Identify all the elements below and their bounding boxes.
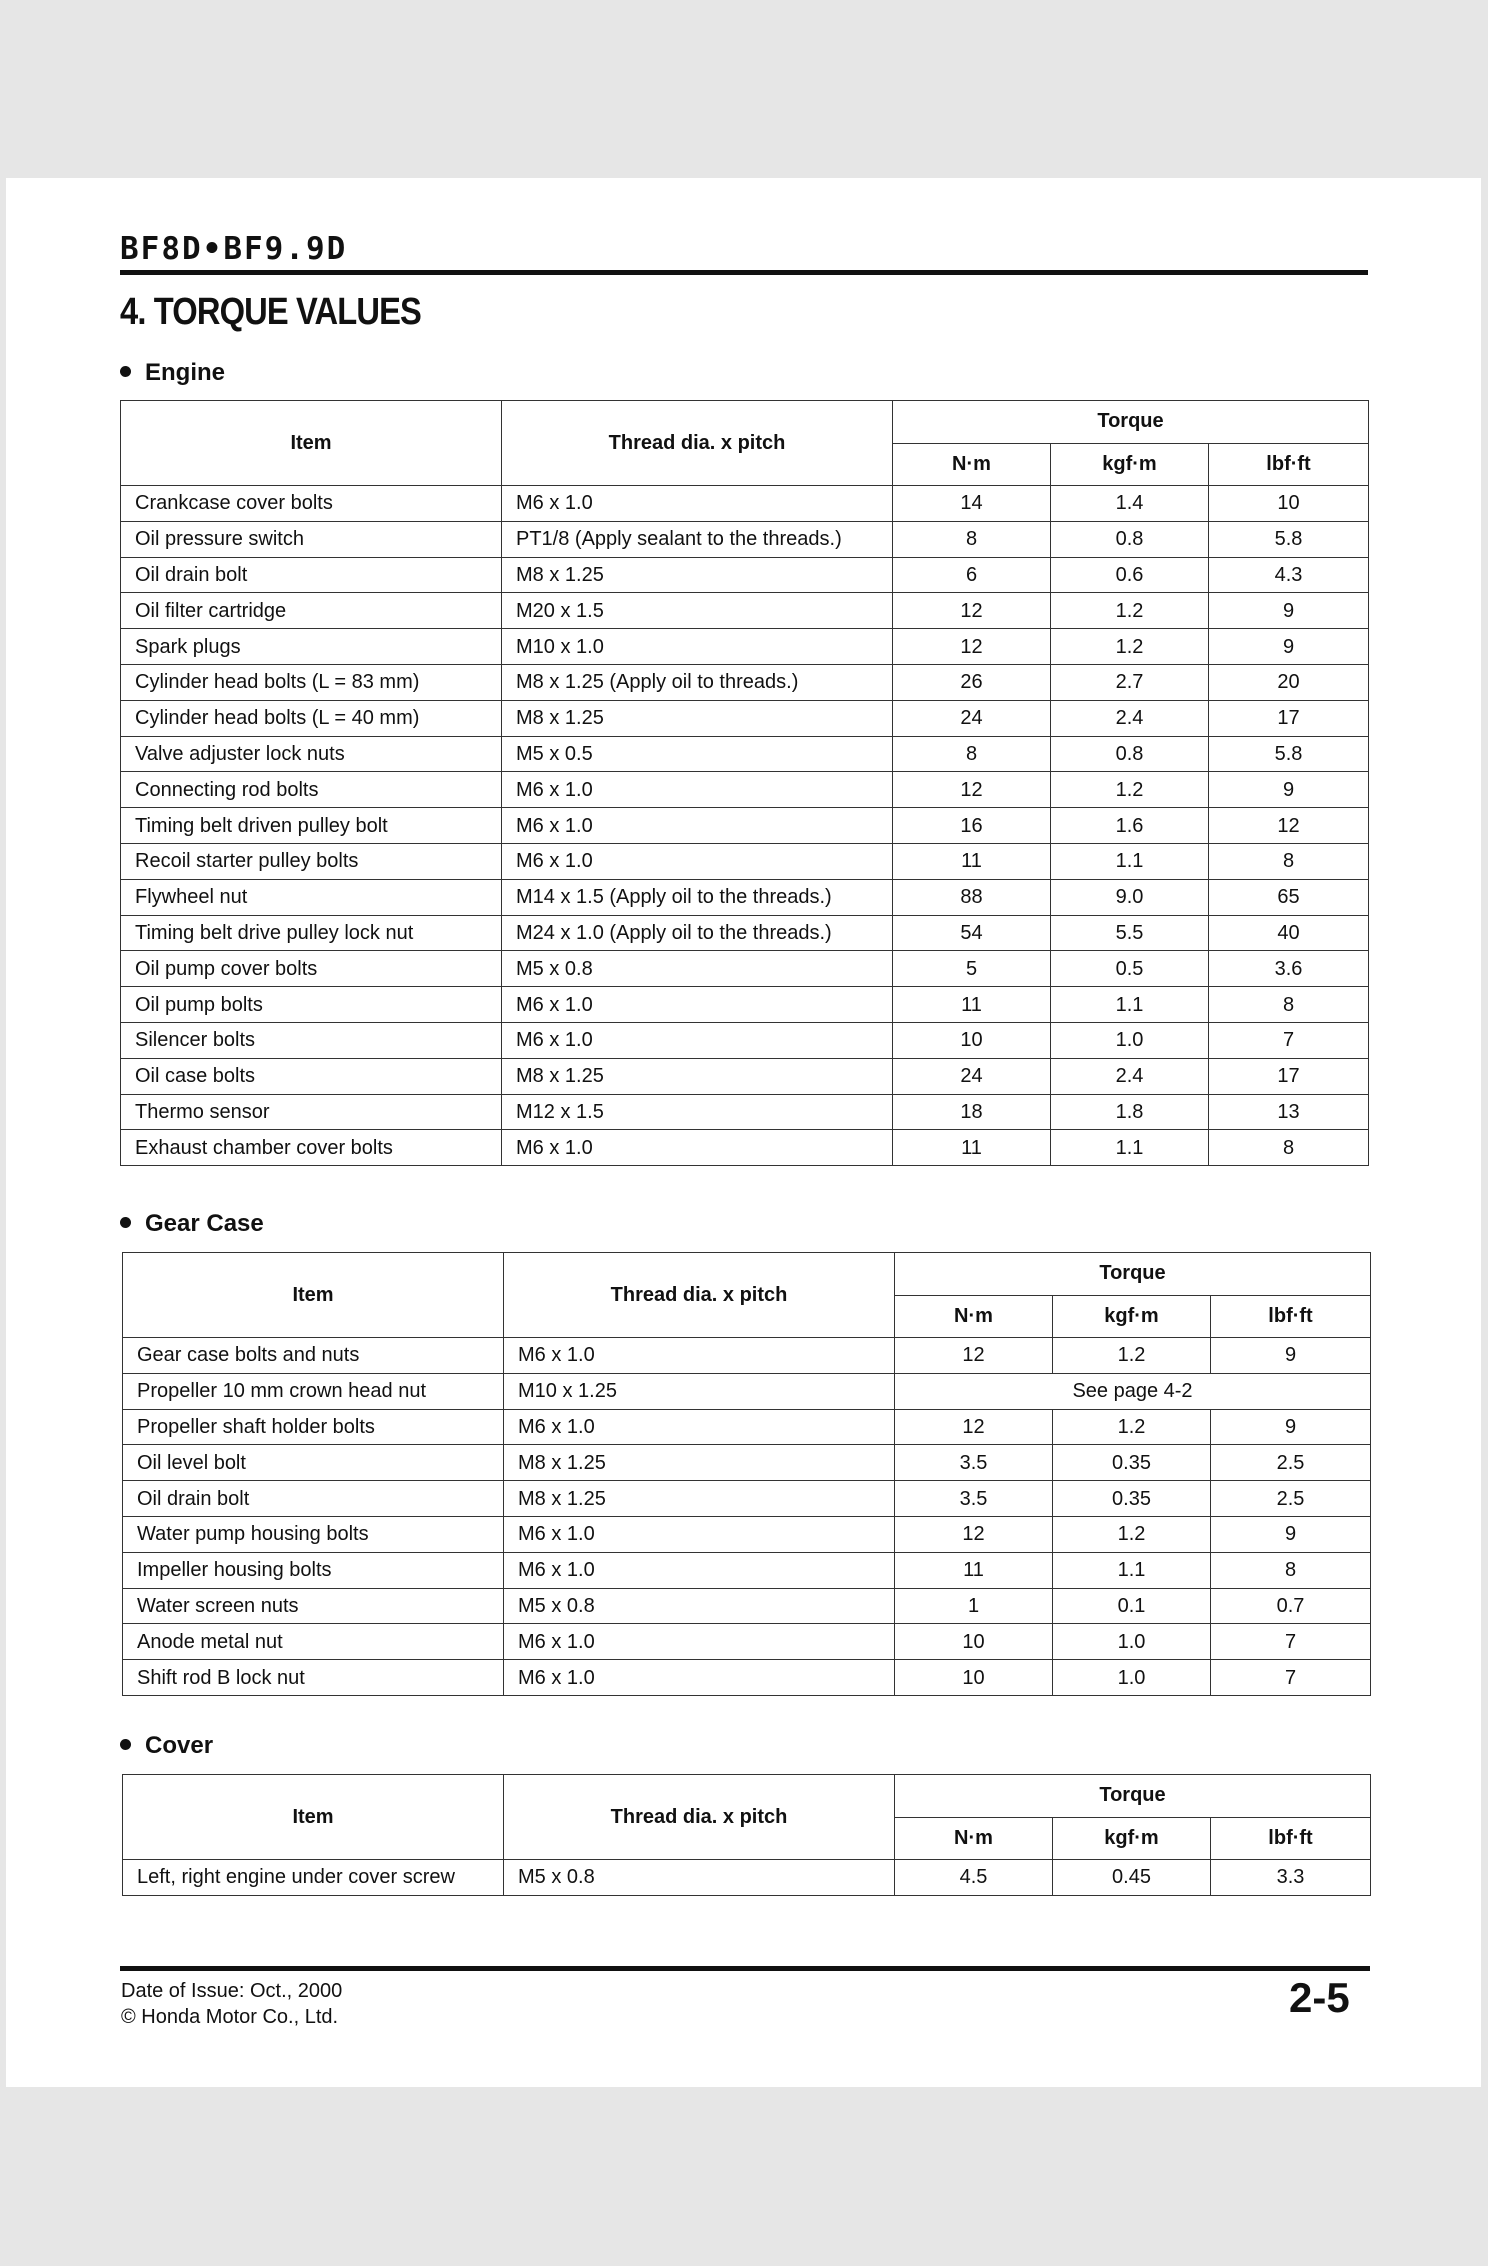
thread-cell: M5 x 0.8 bbox=[504, 1860, 895, 1896]
lbfft-cell: 17 bbox=[1209, 700, 1369, 736]
nm-cell: 12 bbox=[893, 629, 1051, 665]
table-row bbox=[121, 593, 1369, 629]
item-cell: Oil drain bolt bbox=[123, 1481, 504, 1517]
table-row bbox=[121, 1058, 1369, 1094]
thread-cell: M6 x 1.0 bbox=[504, 1516, 895, 1552]
nm-cell: 26 bbox=[893, 664, 1051, 700]
lbfft-cell: 8 bbox=[1209, 1130, 1369, 1166]
col-header-item: Item bbox=[123, 1775, 504, 1860]
nm-cell: 10 bbox=[895, 1660, 1053, 1696]
lbfft-cell: 9 bbox=[1209, 772, 1369, 808]
lbfft-cell: 3.3 bbox=[1211, 1860, 1371, 1896]
item-cell: Impeller housing bolts bbox=[123, 1552, 504, 1588]
thread-cell: M6 x 1.0 bbox=[502, 843, 893, 879]
lbfft-cell: 20 bbox=[1209, 664, 1369, 700]
kgfm-cell: 0.35 bbox=[1053, 1481, 1211, 1517]
thread-cell: M24 x 1.0 (Apply oil to the threads.) bbox=[502, 915, 893, 951]
table-row bbox=[121, 808, 1369, 844]
thread-cell: M6 x 1.0 bbox=[502, 808, 893, 844]
engine-torque-table bbox=[120, 400, 1369, 1166]
lbfft-cell: 8 bbox=[1209, 987, 1369, 1023]
lbfft-cell: 5.8 bbox=[1209, 736, 1369, 772]
thread-cell: M6 x 1.0 bbox=[502, 486, 893, 522]
lbfft-cell: 2.5 bbox=[1211, 1481, 1371, 1517]
col-header-nm: N·m bbox=[895, 1817, 1053, 1860]
nm-cell: 11 bbox=[893, 987, 1051, 1023]
thread-cell: M6 x 1.0 bbox=[502, 772, 893, 808]
bullet-icon bbox=[120, 366, 131, 377]
table-row bbox=[123, 1624, 1371, 1660]
item-cell: Timing belt driven pulley bolt bbox=[121, 808, 502, 844]
nm-cell: 10 bbox=[895, 1624, 1053, 1660]
bullet-icon bbox=[120, 1739, 131, 1750]
thread-cell: M6 x 1.0 bbox=[502, 987, 893, 1023]
lbfft-cell: 17 bbox=[1209, 1058, 1369, 1094]
lbfft-cell: 7 bbox=[1209, 1022, 1369, 1058]
lbfft-cell: 5.8 bbox=[1209, 521, 1369, 557]
col-header-thread: Thread dia. x pitch bbox=[504, 1253, 895, 1338]
page-title: 4. TORQUE VALUES bbox=[120, 291, 421, 333]
nm-cell: 12 bbox=[893, 772, 1051, 808]
table-row bbox=[123, 1588, 1371, 1624]
kgfm-cell: 1.0 bbox=[1053, 1624, 1211, 1660]
kgfm-cell: 0.6 bbox=[1051, 557, 1209, 593]
col-header-lbfft: lbf·ft bbox=[1211, 1295, 1371, 1338]
item-cell: Oil case bolts bbox=[121, 1058, 502, 1094]
cover-heading: Cover bbox=[120, 1732, 213, 1760]
thread-cell: M6 x 1.0 bbox=[504, 1338, 895, 1374]
table-row bbox=[123, 1860, 1371, 1896]
kgfm-cell: 2.4 bbox=[1051, 1058, 1209, 1094]
item-cell: Gear case bolts and nuts bbox=[123, 1338, 504, 1374]
table-row bbox=[123, 1660, 1371, 1696]
lbfft-cell: 4.3 bbox=[1209, 557, 1369, 593]
kgfm-cell: 2.7 bbox=[1051, 664, 1209, 700]
item-cell: Propeller shaft holder bolts bbox=[123, 1409, 504, 1445]
item-cell: Silencer bolts bbox=[121, 1022, 502, 1058]
lbfft-cell: 2.5 bbox=[1211, 1445, 1371, 1481]
table-row bbox=[121, 879, 1369, 915]
kgfm-cell: 1.2 bbox=[1053, 1516, 1211, 1552]
table-row bbox=[121, 772, 1369, 808]
nm-cell: 18 bbox=[893, 1094, 1051, 1130]
nm-cell: 12 bbox=[895, 1338, 1053, 1374]
nm-cell: 16 bbox=[893, 808, 1051, 844]
kgfm-cell: 1.1 bbox=[1051, 987, 1209, 1023]
table-row bbox=[121, 1130, 1369, 1166]
kgfm-cell: 1.6 bbox=[1051, 808, 1209, 844]
thread-cell: M10 x 1.25 bbox=[504, 1373, 895, 1409]
engine-heading: Engine bbox=[120, 359, 225, 387]
nm-cell: 4.5 bbox=[895, 1860, 1053, 1896]
torque-note-cell: See page 4-2 bbox=[895, 1373, 1371, 1409]
cover-torque-table bbox=[122, 1774, 1371, 1896]
kgfm-cell: 5.5 bbox=[1051, 915, 1209, 951]
thread-cell: M6 x 1.0 bbox=[502, 1130, 893, 1166]
item-cell: Crankcase cover bolts bbox=[121, 486, 502, 522]
nm-cell: 6 bbox=[893, 557, 1051, 593]
kgfm-cell: 0.35 bbox=[1053, 1445, 1211, 1481]
col-header-thread: Thread dia. x pitch bbox=[502, 401, 893, 486]
kgfm-cell: 1.2 bbox=[1053, 1409, 1211, 1445]
thread-cell: M6 x 1.0 bbox=[504, 1409, 895, 1445]
kgfm-cell: 2.4 bbox=[1051, 700, 1209, 736]
table-row bbox=[121, 915, 1369, 951]
table-row bbox=[121, 700, 1369, 736]
lbfft-cell: 9 bbox=[1209, 593, 1369, 629]
item-cell: Cylinder head bolts (L = 83 mm) bbox=[121, 664, 502, 700]
nm-cell: 14 bbox=[893, 486, 1051, 522]
lbfft-cell: 0.7 bbox=[1211, 1588, 1371, 1624]
item-cell: Flywheel nut bbox=[121, 879, 502, 915]
lbfft-cell: 3.6 bbox=[1209, 951, 1369, 987]
kgfm-cell: 0.5 bbox=[1051, 951, 1209, 987]
nm-cell: 12 bbox=[895, 1516, 1053, 1552]
thread-cell: M8 x 1.25 bbox=[502, 557, 893, 593]
item-cell: Oil pump bolts bbox=[121, 987, 502, 1023]
col-header-nm: N·m bbox=[893, 443, 1051, 486]
item-cell: Valve adjuster lock nuts bbox=[121, 736, 502, 772]
header-rule bbox=[120, 270, 1368, 275]
item-cell: Left, right engine under cover screw bbox=[123, 1860, 504, 1896]
thread-cell: M8 x 1.25 bbox=[502, 1058, 893, 1094]
col-header-torque: Torque bbox=[893, 401, 1369, 444]
copyright: © Honda Motor Co., Ltd. bbox=[121, 2006, 339, 2028]
lbfft-cell: 40 bbox=[1209, 915, 1369, 951]
table-row bbox=[121, 664, 1369, 700]
table-row bbox=[121, 629, 1369, 665]
thread-cell: M20 x 1.5 bbox=[502, 593, 893, 629]
kgfm-cell: 1.2 bbox=[1053, 1338, 1211, 1374]
item-cell: Thermo sensor bbox=[121, 1094, 502, 1130]
thread-cell: M12 x 1.5 bbox=[502, 1094, 893, 1130]
table-row bbox=[121, 486, 1369, 522]
item-cell: Oil level bolt bbox=[123, 1445, 504, 1481]
nm-cell: 11 bbox=[895, 1552, 1053, 1588]
thread-cell: M14 x 1.5 (Apply oil to the threads.) bbox=[502, 879, 893, 915]
col-header-torque: Torque bbox=[895, 1253, 1371, 1296]
nm-cell: 11 bbox=[893, 843, 1051, 879]
issue-date: Date of Issue: Oct., 2000 bbox=[121, 1980, 343, 2002]
item-cell: Water pump housing bolts bbox=[123, 1516, 504, 1552]
nm-cell: 24 bbox=[893, 1058, 1051, 1094]
footer-rule bbox=[120, 1966, 1370, 1971]
thread-cell: M5 x 0.8 bbox=[504, 1588, 895, 1624]
table-row bbox=[121, 736, 1369, 772]
nm-cell: 12 bbox=[895, 1409, 1053, 1445]
table-row bbox=[123, 1552, 1371, 1588]
thread-cell: M8 x 1.25 bbox=[504, 1445, 895, 1481]
kgfm-cell: 1.8 bbox=[1051, 1094, 1209, 1130]
nm-cell: 8 bbox=[893, 736, 1051, 772]
col-header-item: Item bbox=[121, 401, 502, 486]
kgfm-cell: 0.45 bbox=[1053, 1860, 1211, 1896]
nm-cell: 11 bbox=[893, 1130, 1051, 1166]
item-cell: Anode metal nut bbox=[123, 1624, 504, 1660]
col-header-kgfm: kgf·m bbox=[1053, 1817, 1211, 1860]
table-row bbox=[121, 987, 1369, 1023]
page-number: 2-5 bbox=[1289, 1974, 1350, 2021]
thread-cell: M6 x 1.0 bbox=[504, 1660, 895, 1696]
nm-cell: 1 bbox=[895, 1588, 1053, 1624]
gear-case-torque-table bbox=[122, 1252, 1371, 1696]
kgfm-cell: 1.1 bbox=[1051, 843, 1209, 879]
table-row bbox=[121, 1022, 1369, 1058]
col-header-nm: N·m bbox=[895, 1295, 1053, 1338]
item-cell: Propeller 10 mm crown head nut bbox=[123, 1373, 504, 1409]
nm-cell: 3.5 bbox=[895, 1445, 1053, 1481]
item-cell: Water screen nuts bbox=[123, 1588, 504, 1624]
table-row bbox=[123, 1445, 1371, 1481]
thread-cell: M8 x 1.25 bbox=[504, 1481, 895, 1517]
thread-cell: M6 x 1.0 bbox=[502, 1022, 893, 1058]
table-row bbox=[121, 1094, 1369, 1130]
lbfft-cell: 9 bbox=[1211, 1409, 1371, 1445]
nm-cell: 3.5 bbox=[895, 1481, 1053, 1517]
lbfft-cell: 65 bbox=[1209, 879, 1369, 915]
table-row bbox=[121, 951, 1369, 987]
col-header-thread: Thread dia. x pitch bbox=[504, 1775, 895, 1860]
lbfft-cell: 7 bbox=[1211, 1660, 1371, 1696]
lbfft-cell: 9 bbox=[1211, 1338, 1371, 1374]
item-cell: Cylinder head bolts (L = 40 mm) bbox=[121, 700, 502, 736]
kgfm-cell: 1.0 bbox=[1053, 1660, 1211, 1696]
col-header-item: Item bbox=[123, 1253, 504, 1338]
thread-cell: M10 x 1.0 bbox=[502, 629, 893, 665]
lbfft-cell: 8 bbox=[1211, 1552, 1371, 1588]
item-cell: Oil filter cartridge bbox=[121, 593, 502, 629]
footer-info bbox=[121, 1978, 342, 2030]
item-cell: Oil pressure switch bbox=[121, 521, 502, 557]
kgfm-cell: 1.2 bbox=[1051, 772, 1209, 808]
kgfm-cell: 0.1 bbox=[1053, 1588, 1211, 1624]
table-row bbox=[123, 1338, 1371, 1374]
lbfft-cell: 9 bbox=[1211, 1516, 1371, 1552]
model-name: BF8D•BF9.9D bbox=[120, 231, 348, 267]
nm-cell: 12 bbox=[893, 593, 1051, 629]
nm-cell: 10 bbox=[893, 1022, 1051, 1058]
item-cell: Timing belt drive pulley lock nut bbox=[121, 915, 502, 951]
nm-cell: 24 bbox=[893, 700, 1051, 736]
thread-cell: M5 x 0.5 bbox=[502, 736, 893, 772]
kgfm-cell: 9.0 bbox=[1051, 879, 1209, 915]
item-cell: Oil pump cover bolts bbox=[121, 951, 502, 987]
kgfm-cell: 1.1 bbox=[1051, 1130, 1209, 1166]
item-cell: Connecting rod bolts bbox=[121, 772, 502, 808]
thread-cell: M6 x 1.0 bbox=[504, 1552, 895, 1588]
lbfft-cell: 9 bbox=[1209, 629, 1369, 665]
lbfft-cell: 13 bbox=[1209, 1094, 1369, 1130]
thread-cell: M6 x 1.0 bbox=[504, 1624, 895, 1660]
kgfm-cell: 1.2 bbox=[1051, 593, 1209, 629]
nm-cell: 8 bbox=[893, 521, 1051, 557]
item-cell: Recoil starter pulley bolts bbox=[121, 843, 502, 879]
manual-page bbox=[6, 178, 1481, 2087]
item-cell: Spark plugs bbox=[121, 629, 502, 665]
col-header-lbfft: lbf·ft bbox=[1209, 443, 1369, 486]
thread-cell: M5 x 0.8 bbox=[502, 951, 893, 987]
thread-cell: M8 x 1.25 bbox=[502, 700, 893, 736]
bullet-icon bbox=[120, 1217, 131, 1228]
col-header-kgfm: kgf·m bbox=[1051, 443, 1209, 486]
lbfft-cell: 12 bbox=[1209, 808, 1369, 844]
table-row bbox=[123, 1516, 1371, 1552]
kgfm-cell: 0.8 bbox=[1051, 736, 1209, 772]
table-row bbox=[121, 521, 1369, 557]
thread-cell: PT1/8 (Apply sealant to the threads.) bbox=[502, 521, 893, 557]
table-row bbox=[123, 1481, 1371, 1517]
kgfm-cell: 1.4 bbox=[1051, 486, 1209, 522]
kgfm-cell: 1.2 bbox=[1051, 629, 1209, 665]
nm-cell: 54 bbox=[893, 915, 1051, 951]
nm-cell: 5 bbox=[893, 951, 1051, 987]
lbfft-cell: 7 bbox=[1211, 1624, 1371, 1660]
kgfm-cell: 1.1 bbox=[1053, 1552, 1211, 1588]
col-header-torque: Torque bbox=[895, 1775, 1371, 1818]
thread-cell: M8 x 1.25 (Apply oil to threads.) bbox=[502, 664, 893, 700]
nm-cell: 88 bbox=[893, 879, 1051, 915]
col-header-lbfft: lbf·ft bbox=[1211, 1817, 1371, 1860]
item-cell: Oil drain bolt bbox=[121, 557, 502, 593]
table-row bbox=[121, 557, 1369, 593]
table-row bbox=[123, 1409, 1371, 1445]
table-row bbox=[123, 1373, 1371, 1409]
table-row bbox=[121, 843, 1369, 879]
kgfm-cell: 1.0 bbox=[1051, 1022, 1209, 1058]
lbfft-cell: 10 bbox=[1209, 486, 1369, 522]
gear-case-heading: Gear Case bbox=[120, 1210, 264, 1238]
kgfm-cell: 0.8 bbox=[1051, 521, 1209, 557]
lbfft-cell: 8 bbox=[1209, 843, 1369, 879]
item-cell: Exhaust chamber cover bolts bbox=[121, 1130, 502, 1166]
item-cell: Shift rod B lock nut bbox=[123, 1660, 504, 1696]
col-header-kgfm: kgf·m bbox=[1053, 1295, 1211, 1338]
